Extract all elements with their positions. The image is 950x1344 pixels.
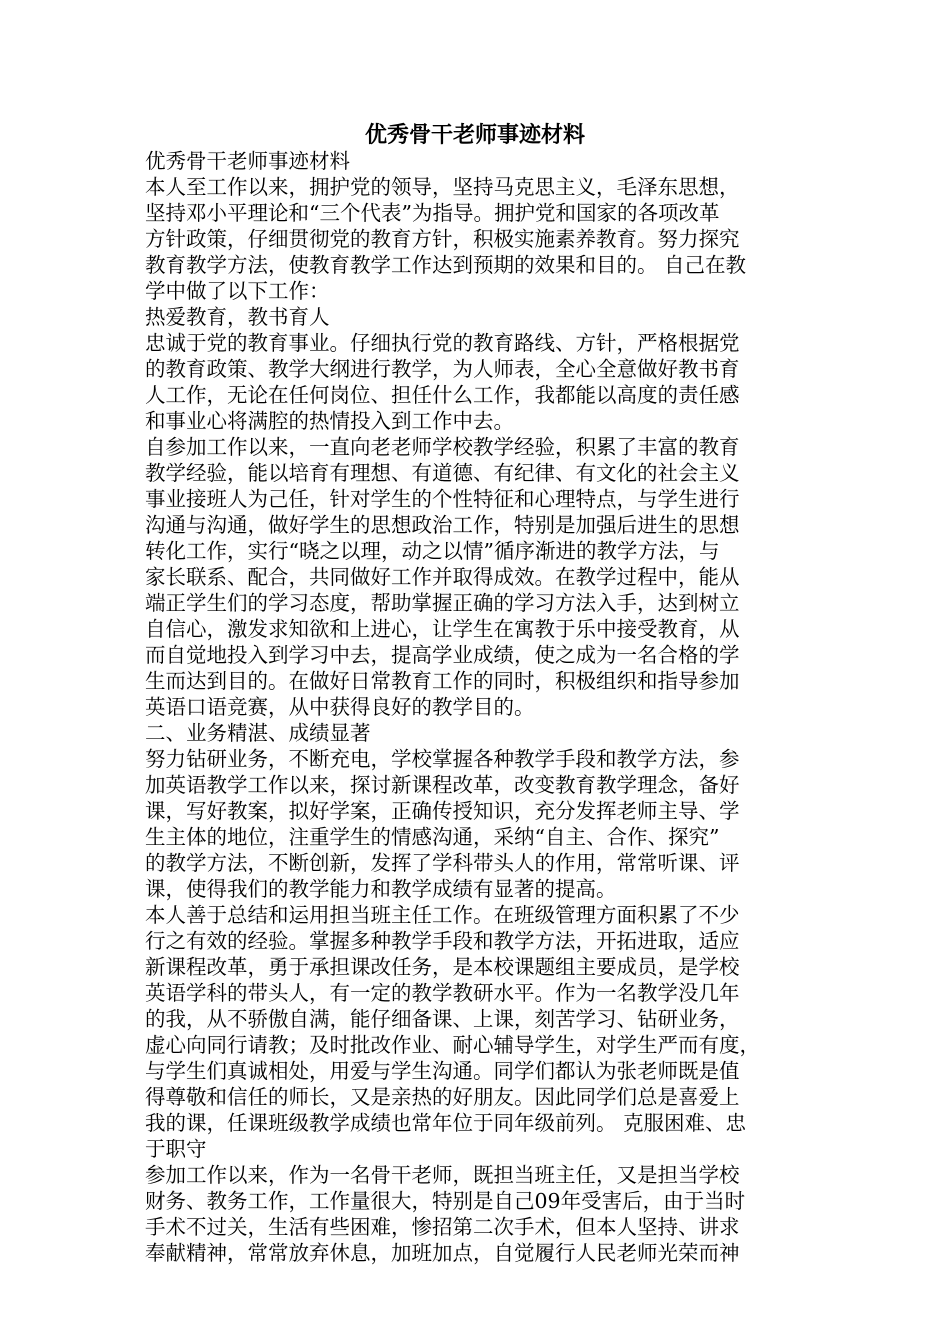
text-line: 课，写好教案，拟好学案，正确传授知识，充分发挥老师主导、学 (145, 799, 740, 823)
text-line: 与学生们真诚相处，用爱与学生沟通。同学们都认为张老师既是值 (145, 1059, 740, 1083)
text-line: 方针政策，仔细贯彻党的教育方针，积极实施素养教育。努力探究 (145, 227, 740, 251)
section-heading: 热爱教育，教书育人 (145, 305, 330, 329)
text-line: 英语学科的带头人，有一定的教学教研水平。作为一名教学没几年 (145, 981, 740, 1005)
text-line: 事业接班人为己任，针对学生的个性特征和心理特点，与学生进行 (145, 487, 740, 511)
text-line: 学中做了以下工作： (145, 279, 330, 303)
document-title: 优秀骨干老师事迹材料 (364, 123, 585, 148)
text-line: 得尊敬和信任的师长，又是亲热的好朋友。因此同学们总是喜爱上 (145, 1085, 740, 1109)
text-line: 自信心，激发求知欲和上进心，让学生在寓教于乐中接受教育，从 (145, 617, 740, 641)
text-line: 人工作，无论在任何岗位、担任什么工作，我都能以高度的责任感 (145, 383, 740, 407)
section-heading: 二、业务精湛、成绩显著 (145, 721, 371, 745)
text-line: 教育教学方法，使教育教学工作达到预期的效果和目的。 自己在教 (145, 253, 747, 277)
document-body (145, 148, 815, 1266)
text-line: 家长联系、配合，共同做好工作并取得成效。在教学过程中，能从 (145, 565, 740, 589)
text-line: 我的课，任课班级教学成绩也常年位于同年级前列。 克服困难、忠 (145, 1111, 747, 1135)
text-line: 的教育政策、教学大纲进行教学，为人师表，全心全意做好教书育 (145, 357, 740, 381)
text-line: 自参加工作以来，一直向老老师学校教学经验，积累了丰富的教育 (145, 435, 740, 459)
text-line: 本人至工作以来，拥护党的领导，坚持马克思主义，毛泽东思想， (145, 175, 740, 199)
text-line: 参加工作以来，作为一名骨干老师，既担当班主任，又是担当学校 (145, 1163, 740, 1187)
text-line: 行之有效的经验。掌握多种教学手段和教学方法，开拓进取，适应 (145, 929, 740, 953)
text-line: 财务、教务工作，工作量很大，特别是自己09年受害后，由于当时 (145, 1189, 746, 1213)
text-line: 本人善于总结和运用担当班主任工作。在班级管理方面积累了不少 (145, 903, 740, 927)
text-line: 英语口语竞赛，从中获得良好的教学目的。 (145, 695, 535, 719)
text-line: 端正学生们的学习态度，帮助掌握正确的学习方法入手，达到树立 (145, 591, 740, 615)
text-line: 坚持邓小平理论和“三个代表”为指导。拥护党和国家的各项改革 (145, 201, 720, 225)
text-line: 手术不过关，生活有些困难，惨招第二次手术，但本人坚持、讲求 (145, 1215, 740, 1239)
text-line: 的教学方法，不断创新，发挥了学科带头人的作用，常常听课、评 (145, 851, 740, 875)
text-line: 转化工作，实行“晓之以理，动之以情”循序渐进的教学方法，与 (145, 539, 720, 563)
text-line: 沟通与沟通，做好学生的思想政治工作，特别是加强后进生的思想 (145, 513, 740, 537)
text-line: 忠诚于党的教育事业。仔细执行党的教育路线、方针，严格根据党 (145, 331, 740, 355)
text-line: 生主体的地位，注重学生的情感沟通，采纳“自主、合作、探究” (145, 825, 720, 849)
text-line: 新课程改革，勇于承担课改任务，是本校课题组主要成员，是学校 (145, 955, 740, 979)
text-line: 生而达到目的。在做好日常教育工作的同时，积极组织和指导参加 (145, 669, 740, 693)
text-line: 而自觉地投入到学习中去，提高学业成绩，使之成为一名合格的学 (145, 643, 740, 667)
text-line: 优秀骨干老师事迹材料 (145, 149, 350, 173)
text-line: 加英语教学工作以来，探讨新课程改革，改变教育教学理念，备好 (145, 773, 740, 797)
text-line: 于职守 (145, 1137, 207, 1161)
text-line: 和事业心将满腔的热情投入到工作中去。 (145, 409, 514, 433)
text-line: 课，使得我们的教学能力和教学成绩有显著的提高。 (145, 877, 617, 901)
text-line: 的我，从不骄傲自满，能仔细备课、上课，刻苦学习、钻研业务， (145, 1007, 740, 1031)
text-line: 努力钻研业务，不断充电，学校掌握各种教学手段和教学方法，参 (145, 747, 740, 771)
text-line: 虚心向同行请教；及时批改作业、耐心辅导学生，对学生严而有度， (145, 1033, 760, 1057)
text-line: 奉献精神，常常放弃休息，加班加点，自觉履行人民老师光荣而神 (145, 1241, 740, 1265)
text-line: 教学经验，能以培育有理想、有道德、有纪律、有文化的社会主义 (145, 461, 740, 485)
